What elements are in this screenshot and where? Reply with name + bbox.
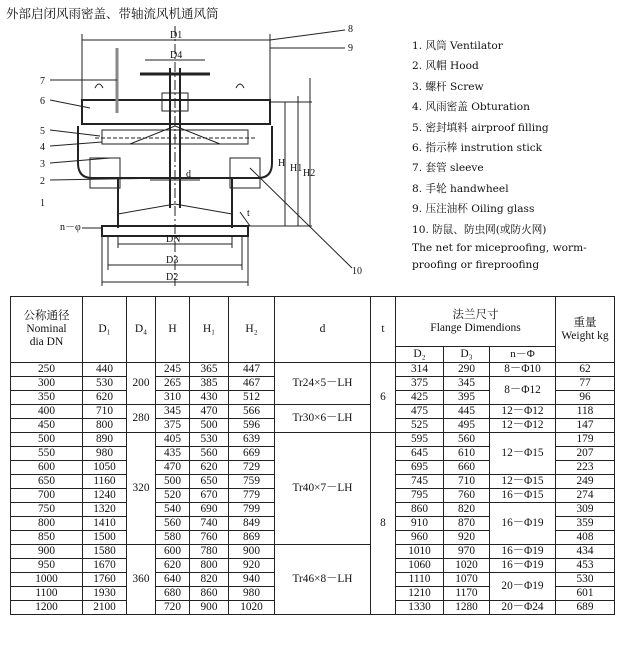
cell-d4: 280 bbox=[127, 405, 156, 433]
cell-h1: 820 bbox=[190, 573, 229, 587]
cell-h2: 596 bbox=[229, 419, 275, 433]
page-title: 外部启闭风雨密盖、带轴流风机通风筒 bbox=[6, 6, 219, 21]
cell-d3: 1280 bbox=[444, 601, 490, 615]
header-d3: D₃ bbox=[444, 347, 490, 363]
cell-n-phi: 16－Φ19 bbox=[490, 545, 556, 559]
cell-h2: 849 bbox=[229, 517, 275, 531]
cell-h: 345 bbox=[156, 405, 190, 419]
header-dn-en1: Nominal bbox=[26, 323, 67, 335]
cell-d1: 1320 bbox=[83, 503, 127, 517]
cell-d3: 445 bbox=[444, 405, 490, 419]
table-row bbox=[11, 405, 615, 419]
cell-h: 265 bbox=[156, 377, 190, 391]
cell-d2: 1210 bbox=[396, 587, 444, 601]
cell-dn: 600 bbox=[11, 461, 83, 475]
cell-d1: 980 bbox=[83, 447, 127, 461]
cell-d3: 970 bbox=[444, 545, 490, 559]
cell-d3: 395 bbox=[444, 391, 490, 405]
cell-d1: 1760 bbox=[83, 573, 127, 587]
cell-dn: 900 bbox=[11, 545, 83, 559]
ventilator-drawing bbox=[0, 18, 405, 294]
cell-dn: 550 bbox=[11, 447, 83, 461]
cell-d: Tr24×5－LH bbox=[275, 363, 371, 405]
cell-d: Tr40×7－LH bbox=[275, 433, 371, 545]
cell-d2: 314 bbox=[396, 363, 444, 377]
table-row bbox=[11, 363, 615, 377]
cell-h: 720 bbox=[156, 601, 190, 615]
cell-n-phi: 12－Φ12 bbox=[490, 405, 556, 419]
cell-weight: 249 bbox=[556, 475, 615, 489]
cell-dn: 350 bbox=[11, 391, 83, 405]
dim-t: t bbox=[247, 208, 250, 219]
cell-h2: 447 bbox=[229, 363, 275, 377]
cell-d2: 1010 bbox=[396, 545, 444, 559]
table-row bbox=[11, 433, 615, 447]
cell-h1: 780 bbox=[190, 545, 229, 559]
cell-d3: 820 bbox=[444, 503, 490, 517]
legend-item: 6. 指示棒 instrution stick bbox=[412, 142, 543, 155]
header-h1: H₁ bbox=[190, 297, 229, 363]
cell-d1: 440 bbox=[83, 363, 127, 377]
legend-item: 3. 螺杆 Screw bbox=[412, 80, 484, 93]
cell-d1: 710 bbox=[83, 405, 127, 419]
cell-dn: 650 bbox=[11, 475, 83, 489]
cell-d2: 910 bbox=[396, 517, 444, 531]
cell-d1: 1160 bbox=[83, 475, 127, 489]
cell-d3: 1020 bbox=[444, 559, 490, 573]
cell-d2: 595 bbox=[396, 433, 444, 447]
cell-h1: 760 bbox=[190, 531, 229, 545]
legend-item: 2. 风帽 Hood bbox=[412, 60, 479, 73]
cell-dn: 950 bbox=[11, 559, 83, 573]
cell-weight: 453 bbox=[556, 559, 615, 573]
cell-dn: 400 bbox=[11, 405, 83, 419]
cell-h2: 729 bbox=[229, 461, 275, 475]
cell-h2: 920 bbox=[229, 559, 275, 573]
cell-d1: 1240 bbox=[83, 489, 127, 503]
cell-n-phi: 16－Φ19 bbox=[490, 559, 556, 573]
cell-d2: 645 bbox=[396, 447, 444, 461]
cell-weight: 689 bbox=[556, 601, 615, 615]
header-n-phi: n－Φ bbox=[490, 347, 556, 363]
cell-h2: 940 bbox=[229, 573, 275, 587]
header-h2: H₂ bbox=[229, 297, 275, 363]
cell-n-phi: 16－Φ15 bbox=[490, 489, 556, 503]
cell-h: 600 bbox=[156, 545, 190, 559]
cell-h1: 900 bbox=[190, 601, 229, 615]
cell-h: 470 bbox=[156, 461, 190, 475]
cell-weight: 223 bbox=[556, 461, 615, 475]
cell-h2: 869 bbox=[229, 531, 275, 545]
cell-d1: 1410 bbox=[83, 517, 127, 531]
cell-d1: 1670 bbox=[83, 559, 127, 573]
cell-d3: 660 bbox=[444, 461, 490, 475]
cell-h: 375 bbox=[156, 419, 190, 433]
cell-d2: 1110 bbox=[396, 573, 444, 587]
cell-dn: 1000 bbox=[11, 573, 83, 587]
cell-h2: 759 bbox=[229, 475, 275, 489]
cell-d1: 1580 bbox=[83, 545, 127, 559]
cell-n-phi: 16－Φ19 bbox=[490, 503, 556, 545]
table-row bbox=[11, 545, 615, 559]
cell-d2: 795 bbox=[396, 489, 444, 503]
legend-item: 4. 风雨密盖 Obturation bbox=[412, 101, 530, 114]
cell-n-phi: 8－Φ12 bbox=[490, 377, 556, 405]
dim-d2: D2 bbox=[166, 272, 179, 283]
cell-d1: 890 bbox=[83, 433, 127, 447]
cell-weight: 77 bbox=[556, 377, 615, 391]
cell-d2: 525 bbox=[396, 419, 444, 433]
header-flange bbox=[396, 297, 556, 347]
cell-d2: 475 bbox=[396, 405, 444, 419]
cell-h: 560 bbox=[156, 517, 190, 531]
dim-d: d bbox=[186, 169, 191, 180]
cell-d: Tr30×6－LH bbox=[275, 405, 371, 433]
callout-9: 9 bbox=[348, 43, 353, 54]
cell-h1: 620 bbox=[190, 461, 229, 475]
cell-n-phi: 12－Φ15 bbox=[490, 433, 556, 475]
cell-h2: 669 bbox=[229, 447, 275, 461]
cell-d2: 375 bbox=[396, 377, 444, 391]
cell-h1: 530 bbox=[190, 433, 229, 447]
cell-h1: 650 bbox=[190, 475, 229, 489]
callout-3: 3 bbox=[40, 159, 45, 170]
cell-n-phi: 20－Φ24 bbox=[490, 601, 556, 615]
cell-h2: 1020 bbox=[229, 601, 275, 615]
cell-d2: 745 bbox=[396, 475, 444, 489]
cell-weight: 179 bbox=[556, 433, 615, 447]
callout-6: 6 bbox=[40, 96, 45, 107]
cell-h2: 779 bbox=[229, 489, 275, 503]
cell-dn: 700 bbox=[11, 489, 83, 503]
cell-dn: 1100 bbox=[11, 587, 83, 601]
cell-h: 245 bbox=[156, 363, 190, 377]
cell-d4: 320 bbox=[127, 433, 156, 545]
cell-d3: 560 bbox=[444, 433, 490, 447]
cell-n-phi: 20－Φ19 bbox=[490, 573, 556, 601]
callout-5: 5 bbox=[40, 126, 45, 137]
cell-weight: 408 bbox=[556, 531, 615, 545]
cell-d2: 695 bbox=[396, 461, 444, 475]
cell-dn: 800 bbox=[11, 517, 83, 531]
cell-d1: 530 bbox=[83, 377, 127, 391]
legend-item: 7. 套管 sleeve bbox=[412, 162, 484, 175]
cell-h2: 512 bbox=[229, 391, 275, 405]
header-weight-cn: 重量 bbox=[573, 316, 597, 329]
header-h: H bbox=[156, 297, 190, 363]
cell-d1: 1930 bbox=[83, 587, 127, 601]
cell-weight: 207 bbox=[556, 447, 615, 461]
cell-d1: 1500 bbox=[83, 531, 127, 545]
cell-d2: 860 bbox=[396, 503, 444, 517]
header-d2: D₂ bbox=[396, 347, 444, 363]
dim-h1: H1 bbox=[290, 163, 303, 174]
cell-d3: 495 bbox=[444, 419, 490, 433]
header-dn-cn: 公称通径 bbox=[23, 310, 70, 322]
header-flange-en: Flange Dimendions bbox=[430, 321, 521, 334]
cell-d1: 620 bbox=[83, 391, 127, 405]
callout-8: 8 bbox=[348, 24, 353, 35]
header-t: t bbox=[371, 297, 396, 363]
header-d: d bbox=[275, 297, 371, 363]
cell-n-phi: 12－Φ12 bbox=[490, 419, 556, 433]
dim-dn: DN bbox=[166, 234, 181, 245]
header-dn bbox=[11, 297, 83, 363]
cell-d2: 425 bbox=[396, 391, 444, 405]
cell-h2: 980 bbox=[229, 587, 275, 601]
header-flange-cn: 法兰尺寸 bbox=[452, 308, 499, 321]
cell-n-phi: 12－Φ15 bbox=[490, 475, 556, 489]
cell-h2: 566 bbox=[229, 405, 275, 419]
cell-d2: 1330 bbox=[396, 601, 444, 615]
cell-d3: 1070 bbox=[444, 573, 490, 587]
cell-weight: 96 bbox=[556, 391, 615, 405]
legend-item: 9. 压注油杯 Oiling glass bbox=[412, 203, 535, 216]
header-dn-en2: dia DN bbox=[29, 336, 64, 348]
cell-dn: 1200 bbox=[11, 601, 83, 615]
cell-d1: 2100 bbox=[83, 601, 127, 615]
dim-n-phi: n－φ bbox=[60, 222, 81, 233]
cell-h: 520 bbox=[156, 489, 190, 503]
cell-dn: 850 bbox=[11, 531, 83, 545]
header-weight-en: Weight kg bbox=[561, 329, 609, 342]
cell-d3: 610 bbox=[444, 447, 490, 461]
cell-d3: 345 bbox=[444, 377, 490, 391]
cell-h1: 670 bbox=[190, 489, 229, 503]
cell-h: 435 bbox=[156, 447, 190, 461]
cell-d1: 1050 bbox=[83, 461, 127, 475]
cell-h1: 740 bbox=[190, 517, 229, 531]
cell-d: Tr46×8－LH bbox=[275, 545, 371, 615]
cell-h1: 800 bbox=[190, 559, 229, 573]
cell-d3: 760 bbox=[444, 489, 490, 503]
cell-h1: 560 bbox=[190, 447, 229, 461]
spec-table bbox=[10, 296, 615, 615]
cell-dn: 750 bbox=[11, 503, 83, 517]
cell-d4: 360 bbox=[127, 545, 156, 615]
cell-d3: 1170 bbox=[444, 587, 490, 601]
dim-d1: D1 bbox=[170, 30, 183, 41]
callout-7: 7 bbox=[40, 76, 45, 87]
dim-d4: D4 bbox=[170, 50, 183, 61]
cell-dn: 450 bbox=[11, 419, 83, 433]
cell-t: 6 bbox=[371, 363, 396, 433]
callout-2: 2 bbox=[40, 176, 45, 187]
cell-h2: 639 bbox=[229, 433, 275, 447]
cell-weight: 601 bbox=[556, 587, 615, 601]
cell-weight: 274 bbox=[556, 489, 615, 503]
cell-d2: 960 bbox=[396, 531, 444, 545]
cell-h: 500 bbox=[156, 475, 190, 489]
header-d1: D₁ bbox=[83, 297, 127, 363]
callout-1: 1 bbox=[40, 198, 45, 209]
cell-dn: 300 bbox=[11, 377, 83, 391]
cell-h1: 860 bbox=[190, 587, 229, 601]
cell-weight: 309 bbox=[556, 503, 615, 517]
cell-h: 405 bbox=[156, 433, 190, 447]
legend-item: 10. 防鼠、防虫网(或防火网) bbox=[412, 223, 547, 236]
cell-h: 540 bbox=[156, 503, 190, 517]
cell-h1: 430 bbox=[190, 391, 229, 405]
cell-weight: 118 bbox=[556, 405, 615, 419]
legend-item: The net for miceproofing, worm-proofing or fireproofing bbox=[412, 242, 587, 272]
legend-item: 5. 密封填料 airproof filling bbox=[412, 121, 549, 134]
cell-h2: 900 bbox=[229, 545, 275, 559]
cell-weight: 62 bbox=[556, 363, 615, 377]
cell-h: 310 bbox=[156, 391, 190, 405]
cell-h2: 799 bbox=[229, 503, 275, 517]
legend-item: 8. 手轮 handwheel bbox=[412, 182, 509, 195]
cell-d3: 870 bbox=[444, 517, 490, 531]
cell-d1: 800 bbox=[83, 419, 127, 433]
header-d4: D₄ bbox=[127, 297, 156, 363]
cell-h: 680 bbox=[156, 587, 190, 601]
dim-d3: D3 bbox=[166, 255, 179, 266]
cell-d3: 290 bbox=[444, 363, 490, 377]
dim-h2: H2 bbox=[303, 168, 316, 179]
legend-item: 1. 风筒 Ventilator bbox=[412, 40, 503, 52]
cell-h: 640 bbox=[156, 573, 190, 587]
parts-legend bbox=[412, 36, 617, 274]
cell-h1: 385 bbox=[190, 377, 229, 391]
cell-h: 620 bbox=[156, 559, 190, 573]
cell-d3: 710 bbox=[444, 475, 490, 489]
cell-weight: 530 bbox=[556, 573, 615, 587]
cell-h: 580 bbox=[156, 531, 190, 545]
cell-t: 8 bbox=[371, 433, 396, 615]
cell-d3: 920 bbox=[444, 531, 490, 545]
dim-h: H bbox=[278, 158, 286, 169]
cell-dn: 250 bbox=[11, 363, 83, 377]
cell-weight: 434 bbox=[556, 545, 615, 559]
cell-h2: 467 bbox=[229, 377, 275, 391]
cell-weight: 359 bbox=[556, 517, 615, 531]
cell-n-phi: 8－Φ10 bbox=[490, 363, 556, 377]
callout-10: 10 bbox=[352, 266, 362, 277]
cell-h1: 470 bbox=[190, 405, 229, 419]
cell-d2: 1060 bbox=[396, 559, 444, 573]
cell-h1: 500 bbox=[190, 419, 229, 433]
header-weight bbox=[556, 297, 615, 363]
cell-h1: 690 bbox=[190, 503, 229, 517]
callout-4: 4 bbox=[40, 142, 45, 153]
cell-dn: 500 bbox=[11, 433, 83, 447]
cell-weight: 147 bbox=[556, 419, 615, 433]
cell-h1: 365 bbox=[190, 363, 229, 377]
cell-d4: 200 bbox=[127, 363, 156, 405]
